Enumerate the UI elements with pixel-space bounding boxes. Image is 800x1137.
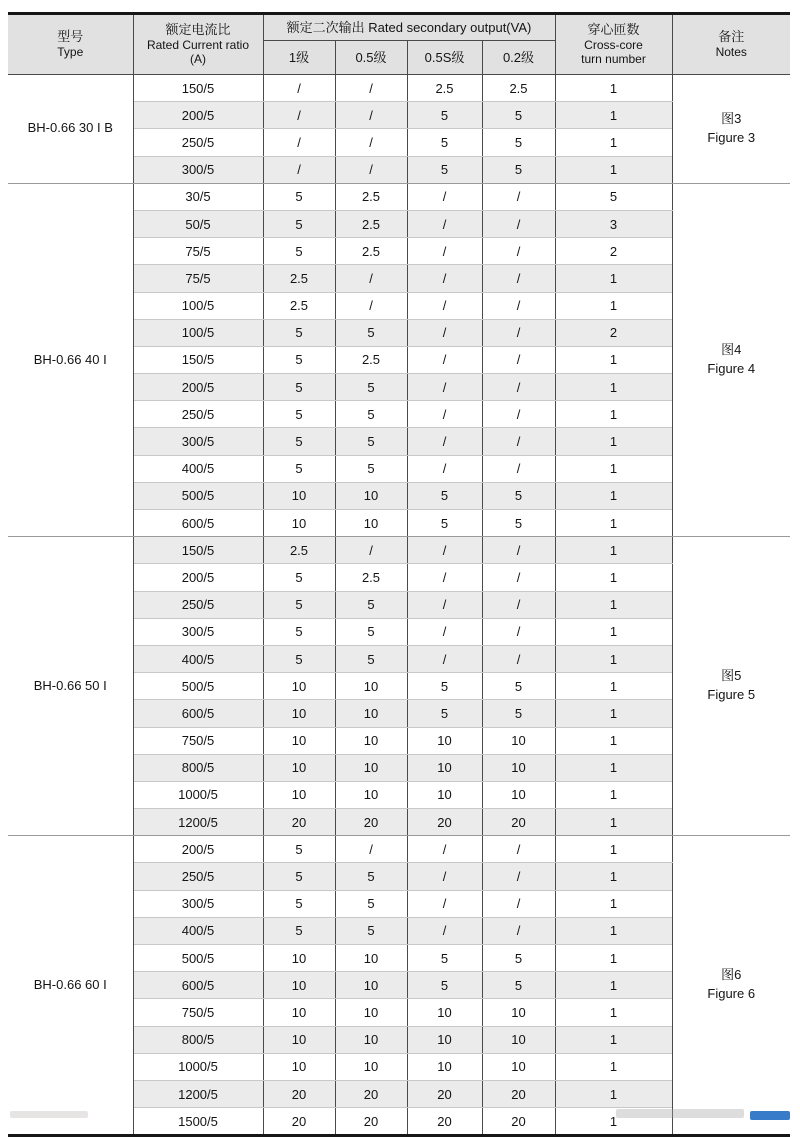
va-1-cell: 5: [263, 564, 335, 591]
va-1-cell: 5: [263, 374, 335, 401]
turns-cell: 1: [555, 618, 672, 645]
va-0.5-cell: 5: [335, 618, 407, 645]
va-0.5s-cell: 5: [407, 102, 482, 129]
ratio-cell: 200/5: [133, 374, 263, 401]
va-0.5s-cell: /: [407, 618, 482, 645]
va-0.5s-cell: 5: [407, 673, 482, 700]
va-1-cell: 5: [263, 591, 335, 618]
va-0.5s-cell: /: [407, 591, 482, 618]
ratio-cell: 800/5: [133, 1026, 263, 1053]
type-group: [8, 836, 790, 1136]
ratio-cell: 75/5: [133, 265, 263, 292]
va-0.2-cell: /: [482, 618, 555, 645]
turns-cell: 1: [555, 700, 672, 727]
va-0.2-cell: 20: [482, 1108, 555, 1136]
va-0.2-cell: /: [482, 265, 555, 292]
va-0.5s-cell: 10: [407, 1026, 482, 1053]
va-0.5s-cell: /: [407, 319, 482, 346]
va-0.5-cell: 10: [335, 727, 407, 754]
ratio-cell: 250/5: [133, 863, 263, 890]
va-0.2-cell: 5: [482, 129, 555, 156]
table-row: [8, 183, 790, 210]
va-1-cell: 10: [263, 754, 335, 781]
turns-cell: 3: [555, 210, 672, 237]
va-1-cell: 10: [263, 727, 335, 754]
turns-cell: 1: [555, 945, 672, 972]
note-figure-zh: 图5: [721, 668, 742, 684]
va-0.2-cell: 5: [482, 482, 555, 509]
va-0.5-cell: 5: [335, 401, 407, 428]
ratio-cell: 150/5: [133, 346, 263, 373]
va-0.2-cell: 10: [482, 727, 555, 754]
va-0.2-cell: 5: [482, 972, 555, 999]
ratio-cell: 100/5: [133, 319, 263, 346]
turns-cell: 1: [555, 591, 672, 618]
va-0.5s-cell: /: [407, 292, 482, 319]
va-1-cell: 5: [263, 346, 335, 373]
spec-table: [8, 12, 790, 1137]
va-1-cell: /: [263, 75, 335, 102]
note-figure-en: Figure 4: [707, 360, 756, 376]
note-figure-zh: 图6: [721, 967, 742, 983]
va-1-cell: 5: [263, 645, 335, 672]
va-1-cell: /: [263, 156, 335, 183]
va-1-cell: 5: [263, 863, 335, 890]
va-0.5s-cell: /: [407, 564, 482, 591]
turns-cell: 1: [555, 455, 672, 482]
va-0.2-cell: 10: [482, 754, 555, 781]
turns-cell: 1: [555, 346, 672, 373]
ratio-cell: 400/5: [133, 917, 263, 944]
va-0.2-cell: /: [482, 210, 555, 237]
va-0.2-cell: /: [482, 836, 555, 863]
turns-cell: 1: [555, 374, 672, 401]
va-0.2-cell: /: [482, 374, 555, 401]
ratio-cell: 1000/5: [133, 781, 263, 808]
turns-cell: 1: [555, 129, 672, 156]
type-group: [8, 75, 790, 184]
va-0.5-cell: 10: [335, 1053, 407, 1080]
turns-cell: 1: [555, 510, 672, 537]
va-0.5-cell: /: [335, 75, 407, 102]
va-0.5s-cell: /: [407, 238, 482, 265]
va-1-cell: 2.5: [263, 265, 335, 292]
va-0.5s-cell: /: [407, 890, 482, 917]
turns-cell: 1: [555, 890, 672, 917]
col-header-turns-en2: turn number: [581, 52, 646, 67]
va-0.5-cell: 2.5: [335, 564, 407, 591]
va-0.5s-cell: /: [407, 401, 482, 428]
turns-cell: 1: [555, 292, 672, 319]
va-0.5-cell: /: [335, 292, 407, 319]
va-0.5s-cell: 5: [407, 510, 482, 537]
va-0.5-cell: 2.5: [335, 238, 407, 265]
va-0.5-cell: 5: [335, 319, 407, 346]
ratio-cell: 100/5: [133, 292, 263, 319]
turns-cell: 1: [555, 754, 672, 781]
va-0.5-cell: /: [335, 537, 407, 564]
table-row: [8, 836, 790, 863]
ratio-cell: 750/5: [133, 999, 263, 1026]
va-0.5-cell: 5: [335, 455, 407, 482]
va-0.2-cell: 2.5: [482, 75, 555, 102]
turns-cell: 1: [555, 836, 672, 863]
va-1-cell: 5: [263, 917, 335, 944]
va-0.5-cell: 5: [335, 428, 407, 455]
va-1-cell: 2.5: [263, 537, 335, 564]
col-header-turns-zh: 穿心匝数: [587, 21, 640, 37]
col-header-type-en: Type: [57, 45, 84, 60]
va-1-cell: 10: [263, 781, 335, 808]
note-figure-en: Figure 3: [707, 129, 756, 145]
turns-cell: 1: [555, 1080, 672, 1107]
col-header-class-0.5: 0.5级: [335, 41, 407, 75]
col-header-output: 额定二次输出 Rated secondary output(VA): [263, 14, 555, 41]
type-cell: BH-0.66 60 I: [8, 836, 133, 1136]
turns-cell: 1: [555, 537, 672, 564]
va-1-cell: 10: [263, 482, 335, 509]
va-0.5s-cell: 20: [407, 809, 482, 836]
va-0.5s-cell: /: [407, 645, 482, 672]
va-1-cell: 5: [263, 836, 335, 863]
va-0.2-cell: /: [482, 238, 555, 265]
va-1-cell: 10: [263, 945, 335, 972]
va-0.2-cell: 5: [482, 156, 555, 183]
turns-cell: 1: [555, 75, 672, 102]
va-0.5-cell: 10: [335, 754, 407, 781]
va-0.5s-cell: 5: [407, 972, 482, 999]
va-0.2-cell: /: [482, 292, 555, 319]
ratio-cell: 150/5: [133, 75, 263, 102]
va-0.2-cell: /: [482, 890, 555, 917]
va-0.5s-cell: 5: [407, 482, 482, 509]
col-header-notes-zh: 备注: [718, 29, 745, 45]
ratio-cell: 600/5: [133, 700, 263, 727]
va-0.5-cell: 10: [335, 972, 407, 999]
va-1-cell: 20: [263, 809, 335, 836]
col-header-ratio: [133, 14, 263, 75]
va-1-cell: 10: [263, 999, 335, 1026]
va-1-cell: 10: [263, 972, 335, 999]
turns-cell: 1: [555, 265, 672, 292]
table-row: [8, 537, 790, 564]
ratio-cell: 200/5: [133, 102, 263, 129]
turns-cell: 2: [555, 238, 672, 265]
col-header-class-0.5s: 0.5S级: [407, 41, 482, 75]
type-cell: BH-0.66 30 I B: [8, 75, 133, 184]
va-0.2-cell: /: [482, 401, 555, 428]
va-0.5s-cell: 20: [407, 1080, 482, 1107]
ratio-cell: 150/5: [133, 537, 263, 564]
va-0.5-cell: 20: [335, 1108, 407, 1136]
footer-scan-artifact-text: [616, 1109, 744, 1118]
footer-page-number-fragment: [750, 1111, 790, 1120]
va-1-cell: 5: [263, 183, 335, 210]
va-0.2-cell: /: [482, 428, 555, 455]
va-0.2-cell: 5: [482, 700, 555, 727]
va-0.5s-cell: /: [407, 265, 482, 292]
ratio-cell: 400/5: [133, 455, 263, 482]
type-cell: BH-0.66 50 I: [8, 537, 133, 836]
va-0.5-cell: 2.5: [335, 346, 407, 373]
col-header-class-0.2: 0.2级: [482, 41, 555, 75]
va-0.2-cell: /: [482, 455, 555, 482]
va-0.5s-cell: 10: [407, 754, 482, 781]
va-0.2-cell: 10: [482, 1026, 555, 1053]
va-0.5s-cell: 10: [407, 781, 482, 808]
notes-cell: [672, 75, 790, 184]
turns-cell: 1: [555, 1053, 672, 1080]
note-figure-en: Figure 5: [707, 687, 756, 703]
turns-cell: 1: [555, 972, 672, 999]
va-0.5-cell: 10: [335, 482, 407, 509]
va-0.5s-cell: 5: [407, 129, 482, 156]
va-0.5s-cell: /: [407, 346, 482, 373]
turns-cell: 1: [555, 1108, 672, 1136]
table-header: [8, 14, 790, 75]
turns-cell: 1: [555, 428, 672, 455]
va-1-cell: 20: [263, 1080, 335, 1107]
va-0.5s-cell: /: [407, 917, 482, 944]
va-1-cell: 10: [263, 700, 335, 727]
va-0.5s-cell: 2.5: [407, 75, 482, 102]
table-row: [8, 75, 790, 102]
notes-cell: [672, 183, 790, 536]
va-0.5-cell: 10: [335, 700, 407, 727]
va-1-cell: 5: [263, 401, 335, 428]
turns-cell: 1: [555, 564, 672, 591]
ratio-cell: 300/5: [133, 618, 263, 645]
col-header-class-1: 1级: [263, 41, 335, 75]
col-header-type-zh: 型号: [57, 29, 84, 45]
va-1-cell: 10: [263, 1026, 335, 1053]
va-0.5-cell: 10: [335, 999, 407, 1026]
turns-cell: 1: [555, 102, 672, 129]
va-0.5s-cell: /: [407, 537, 482, 564]
note-figure-en: Figure 6: [707, 986, 756, 1002]
va-0.2-cell: 20: [482, 809, 555, 836]
va-0.5-cell: /: [335, 836, 407, 863]
ratio-cell: 500/5: [133, 945, 263, 972]
va-1-cell: 20: [263, 1108, 335, 1136]
ratio-cell: 200/5: [133, 564, 263, 591]
va-0.5-cell: 5: [335, 645, 407, 672]
va-0.5-cell: 10: [335, 510, 407, 537]
ratio-cell: 400/5: [133, 645, 263, 672]
va-0.2-cell: 5: [482, 673, 555, 700]
turns-cell: 1: [555, 673, 672, 700]
turns-cell: 1: [555, 809, 672, 836]
turns-cell: 1: [555, 1026, 672, 1053]
va-0.2-cell: 10: [482, 1053, 555, 1080]
ratio-cell: 800/5: [133, 754, 263, 781]
type-group: [8, 183, 790, 536]
va-0.5s-cell: /: [407, 374, 482, 401]
ratio-cell: 1200/5: [133, 809, 263, 836]
va-0.5-cell: 5: [335, 890, 407, 917]
va-0.5s-cell: 5: [407, 156, 482, 183]
ratio-cell: 500/5: [133, 673, 263, 700]
type-group: [8, 537, 790, 836]
va-0.5s-cell: /: [407, 428, 482, 455]
ratio-cell: 300/5: [133, 156, 263, 183]
va-0.5-cell: 2.5: [335, 183, 407, 210]
va-0.5s-cell: 10: [407, 1053, 482, 1080]
va-0.2-cell: /: [482, 917, 555, 944]
col-header-ratio-en: Rated Current ratio: [146, 37, 250, 52]
turns-cell: 1: [555, 781, 672, 808]
va-0.2-cell: /: [482, 346, 555, 373]
va-1-cell: 10: [263, 673, 335, 700]
va-0.2-cell: 10: [482, 999, 555, 1026]
turns-cell: 5: [555, 183, 672, 210]
turns-cell: 1: [555, 156, 672, 183]
va-0.5s-cell: /: [407, 455, 482, 482]
va-1-cell: /: [263, 102, 335, 129]
va-0.2-cell: 5: [482, 510, 555, 537]
va-0.5s-cell: 10: [407, 727, 482, 754]
va-0.2-cell: /: [482, 591, 555, 618]
turns-cell: 1: [555, 917, 672, 944]
turns-cell: 1: [555, 401, 672, 428]
note-figure-zh: 图3: [721, 111, 742, 127]
va-0.5-cell: /: [335, 102, 407, 129]
ratio-cell: 300/5: [133, 428, 263, 455]
va-0.2-cell: /: [482, 863, 555, 890]
va-0.5s-cell: /: [407, 863, 482, 890]
note-figure-zh: 图4: [721, 342, 742, 358]
ratio-cell: 600/5: [133, 972, 263, 999]
va-0.2-cell: /: [482, 645, 555, 672]
col-header-type: [8, 14, 133, 75]
va-1-cell: 5: [263, 210, 335, 237]
ratio-cell: 250/5: [133, 591, 263, 618]
va-0.5-cell: /: [335, 129, 407, 156]
va-0.5-cell: 20: [335, 809, 407, 836]
va-0.5s-cell: /: [407, 210, 482, 237]
notes-cell: [672, 836, 790, 1136]
va-1-cell: 5: [263, 428, 335, 455]
va-0.5-cell: 10: [335, 673, 407, 700]
turns-cell: 1: [555, 863, 672, 890]
va-0.5-cell: 2.5: [335, 210, 407, 237]
va-0.5-cell: 10: [335, 1026, 407, 1053]
va-1-cell: 10: [263, 510, 335, 537]
col-header-ratio-unit: (A): [190, 52, 206, 67]
turns-cell: 1: [555, 645, 672, 672]
va-1-cell: 5: [263, 319, 335, 346]
ratio-cell: 600/5: [133, 510, 263, 537]
va-1-cell: 5: [263, 455, 335, 482]
ratio-cell: 30/5: [133, 183, 263, 210]
va-1-cell: 5: [263, 238, 335, 265]
va-0.5-cell: /: [335, 156, 407, 183]
col-header-ratio-zh: 额定电流比: [165, 21, 231, 37]
ratio-cell: 750/5: [133, 727, 263, 754]
va-0.2-cell: 10: [482, 781, 555, 808]
va-0.2-cell: /: [482, 537, 555, 564]
notes-cell: [672, 537, 790, 836]
va-1-cell: 2.5: [263, 292, 335, 319]
va-1-cell: 5: [263, 618, 335, 645]
turns-cell: 1: [555, 999, 672, 1026]
va-0.5s-cell: 5: [407, 700, 482, 727]
va-0.2-cell: 20: [482, 1080, 555, 1107]
va-1-cell: /: [263, 129, 335, 156]
va-0.2-cell: 5: [482, 102, 555, 129]
ratio-cell: 1500/5: [133, 1108, 263, 1136]
ratio-cell: 50/5: [133, 210, 263, 237]
va-0.5-cell: 5: [335, 374, 407, 401]
va-0.5-cell: /: [335, 265, 407, 292]
va-0.5-cell: 5: [335, 863, 407, 890]
va-0.2-cell: /: [482, 319, 555, 346]
va-0.5s-cell: 20: [407, 1108, 482, 1136]
va-0.2-cell: /: [482, 564, 555, 591]
va-0.5-cell: 5: [335, 591, 407, 618]
col-header-notes-en: Notes: [715, 45, 747, 60]
turns-cell: 1: [555, 727, 672, 754]
va-0.5-cell: 5: [335, 917, 407, 944]
turns-cell: 1: [555, 482, 672, 509]
col-header-turns: [555, 14, 672, 75]
va-1-cell: 10: [263, 1053, 335, 1080]
va-0.5s-cell: /: [407, 183, 482, 210]
ratio-cell: 500/5: [133, 482, 263, 509]
ratio-cell: 200/5: [133, 836, 263, 863]
va-0.5-cell: 20: [335, 1080, 407, 1107]
ratio-cell: 250/5: [133, 129, 263, 156]
col-header-notes: [672, 14, 790, 75]
va-0.5s-cell: 5: [407, 945, 482, 972]
va-0.5-cell: 10: [335, 781, 407, 808]
footer-scan-artifact-left: [10, 1111, 88, 1118]
turns-cell: 2: [555, 319, 672, 346]
va-0.2-cell: /: [482, 183, 555, 210]
ratio-cell: 1200/5: [133, 1080, 263, 1107]
col-header-turns-en1: Cross-core: [584, 37, 643, 52]
ratio-cell: 250/5: [133, 401, 263, 428]
va-0.2-cell: 5: [482, 945, 555, 972]
ratio-cell: 75/5: [133, 238, 263, 265]
ratio-cell: 1000/5: [133, 1053, 263, 1080]
type-cell: BH-0.66 40 I: [8, 183, 133, 536]
va-0.5s-cell: /: [407, 836, 482, 863]
va-0.5s-cell: 10: [407, 999, 482, 1026]
ratio-cell: 300/5: [133, 890, 263, 917]
va-1-cell: 5: [263, 890, 335, 917]
va-0.5-cell: 10: [335, 945, 407, 972]
